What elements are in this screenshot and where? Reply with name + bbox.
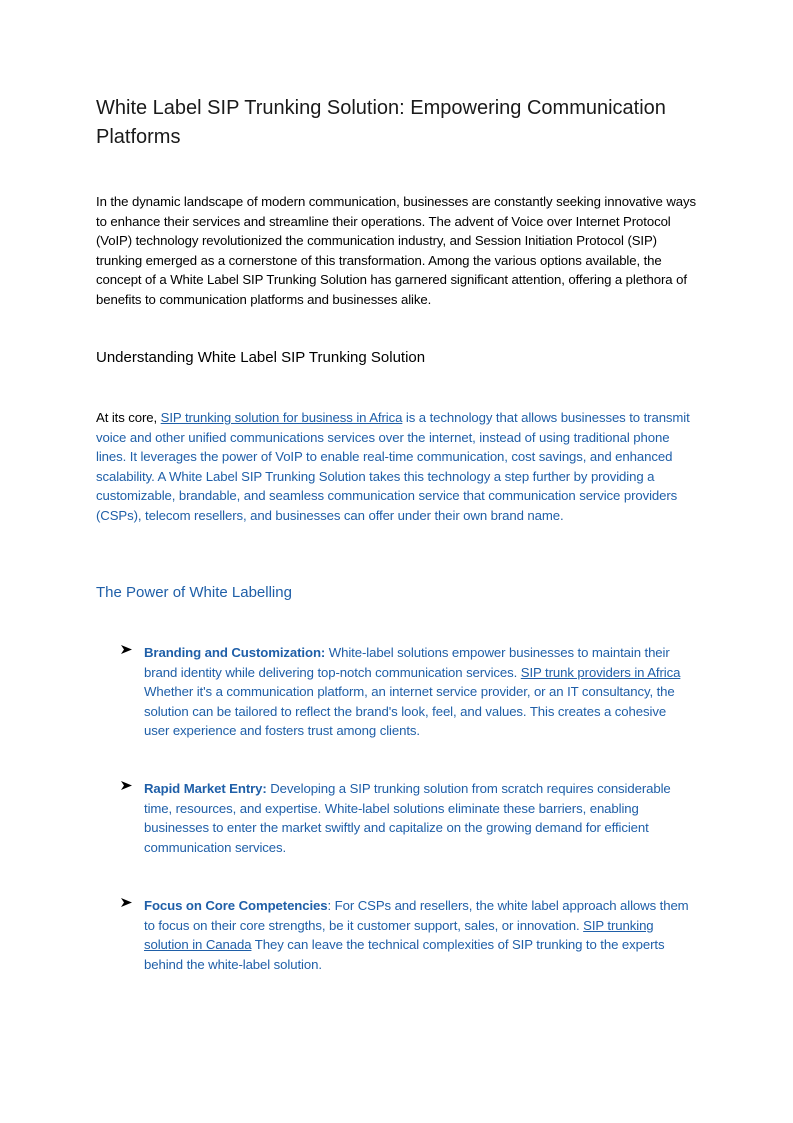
arrow-bullet-icon: [120, 779, 134, 793]
bullet-text: White-label solutions empower businesses to maintain their brand identity while delivering top-notch communication services.: [144, 645, 670, 680]
sip-trunk-providers-africa-link[interactable]: SIP trunk providers in Africa: [520, 664, 681, 680]
bullet-bold-label: Focus on Core Competencies: [144, 898, 328, 913]
bullet-text-continued: Whether it's a communication platform, an internet service provider, or an IT consultancy, the solution can be tailored to reflect the brand's look, feel, and values. This creates a cohesive user experience and fosters trust among clients.: [144, 684, 675, 738]
bullet-item-rapid-entry: [144, 779, 692, 857]
bullet-text: : For CSPs and resellers, the white label approach allows them to focus on their core strengths, be it customer support, sales, or innovation.: [144, 898, 689, 933]
sip-trunking-canada-link[interactable]: SIP trunking solution in Canada: [144, 917, 654, 952]
bullet-bold-label: Branding and Customization:: [144, 645, 326, 660]
bullet-text: Developing a SIP trunking solution from scratch requires considerable time, resources, and expertise. White-label solutions eliminate these barriers, enabling businesses to enter the market swiftly and capitalize on the growing demand for efficient communication services.: [144, 781, 671, 855]
bullet-bold-label: Rapid Market Entry:: [144, 781, 267, 796]
core-paragraph: [96, 408, 696, 525]
intro-paragraph: In the dynamic landscape of modern communication, businesses are constantly seeking innovative ways to enhance their services and streamline their operations. The advent of Voice over Internet Protocol (VoIP) technology revolutionized the communication industry, and Session Initiation Protocol (SIP) trunking emerged as a cornerstone of this transformation. Among the various options available, the concept of a White Label SIP Trunking Solution has garnered significant attention, offering a plethora of benefits to communication platforms and businesses alike.: [96, 194, 696, 307]
arrow-bullet-icon: [120, 643, 134, 657]
section-heading-understanding: Understanding White Label SIP Trunking Solution: [96, 349, 426, 366]
page-title: White Label SIP Trunking Solution: Empowering Communication Platforms: [96, 97, 666, 148]
bullet-item-branding: [144, 643, 692, 741]
bullet-text-continued: They can leave the technical complexities of SIP trunking to the experts behind the white-label solution.: [144, 937, 665, 972]
africa-business-link[interactable]: SIP trunking solution for business in Africa: [160, 410, 403, 425]
arrow-bullet-icon: [120, 896, 134, 910]
core-lead-text: At its core,: [96, 410, 161, 425]
section-heading-power: The Power of White Labelling: [96, 584, 292, 601]
bullet-item-core-competencies: [144, 896, 692, 974]
core-rest-text: is a technology that allows businesses to transmit voice and other unified communications services over the internet, instead of using traditional phone lines. It leverages the power of VoIP to enable real-time communication, cost savings, and enhanced scalability. A White Label SIP Trunking Solution takes this technology a step further by providing a customizable, brandable, and seamless communication service that communication service providers (CSPs), telecom resellers, and businesses can offer under their own brand name.: [96, 410, 690, 523]
